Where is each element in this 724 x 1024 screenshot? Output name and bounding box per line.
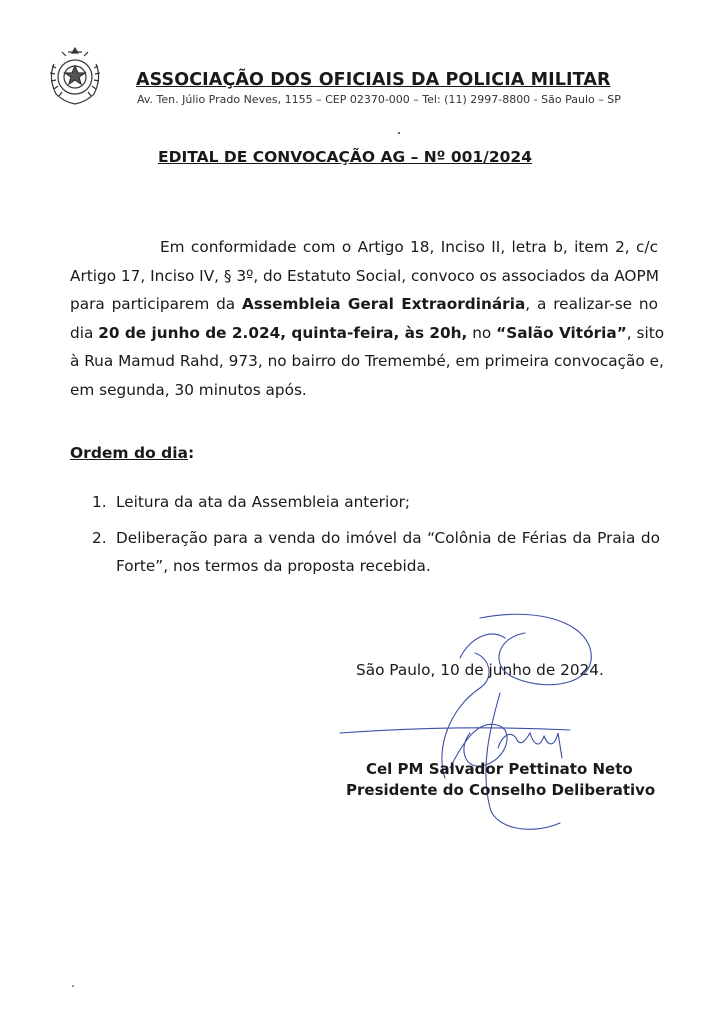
organization-address: Av. Ten. Júlio Prado Neves, 1155 – CEP 02370-000 – Tel: (11) 2997-8800 - São Paulo – SP [137,93,621,106]
police-crest-icon [44,44,106,106]
convocation-paragraph [70,233,665,405]
agenda-item-text: Deliberação para a venda do imóvel da “Colônia de Férias da Praia do Forte”, nos termos da proposta recebida. [116,529,660,575]
agenda-item-number: 1. [92,493,107,511]
organization-name: ASSOCIAÇÃO DOS OFICIAIS DA POLICIA MILITAR [136,70,611,90]
assembly-type: Assembleia Geral Extraordinária [242,295,526,314]
signer-title: Presidente do Conselho Deliberativo [346,781,656,799]
agenda-item-number: 2. [92,529,107,547]
paragraph-line: em segunda, 30 minutos após. [70,380,307,399]
date-line: São Paulo, 10 de junho de 2024. [356,661,604,679]
scan-speck [398,132,400,134]
paragraph-line: para participarem da Assembleia Geral Extraordinária, a realizar-se no [70,295,658,314]
meeting-date: 20 de junho de 2.024, quinta-feira, às 20h, [98,323,468,342]
handwritten-signature [330,598,630,838]
agenda-item [92,488,660,516]
scan-speck [72,985,74,987]
meeting-venue: “Salão Vitória” [496,323,627,342]
signer-name: Cel PM Salvador Pettinato Neto [366,760,633,778]
paragraph-line: dia 20 de junho de 2.024, quinta-feira, às 20h, no “Salão Vitória”, sito [70,323,665,342]
paragraph-line: Artigo 17, Inciso IV, § 3º, do Estatuto Social, convoco os associados da AOPM [70,266,659,285]
agenda-heading: Ordem do dia: [70,444,195,462]
agenda-item [92,524,660,580]
agenda-list [92,488,660,588]
agenda-item-text: Leitura da ata da Assembleia anterior; [116,493,411,511]
document-title: EDITAL DE CONVOCAÇÃO AG – Nº 001/2024 [158,148,532,166]
paragraph-line: Em conformidade com o Artigo 18, Inciso II, letra b, item 2, c/c [160,238,658,256]
paragraph-line: à Rua Mamud Rahd, 973, no bairro do Tremembé, em primeira convocação e, [70,352,664,371]
